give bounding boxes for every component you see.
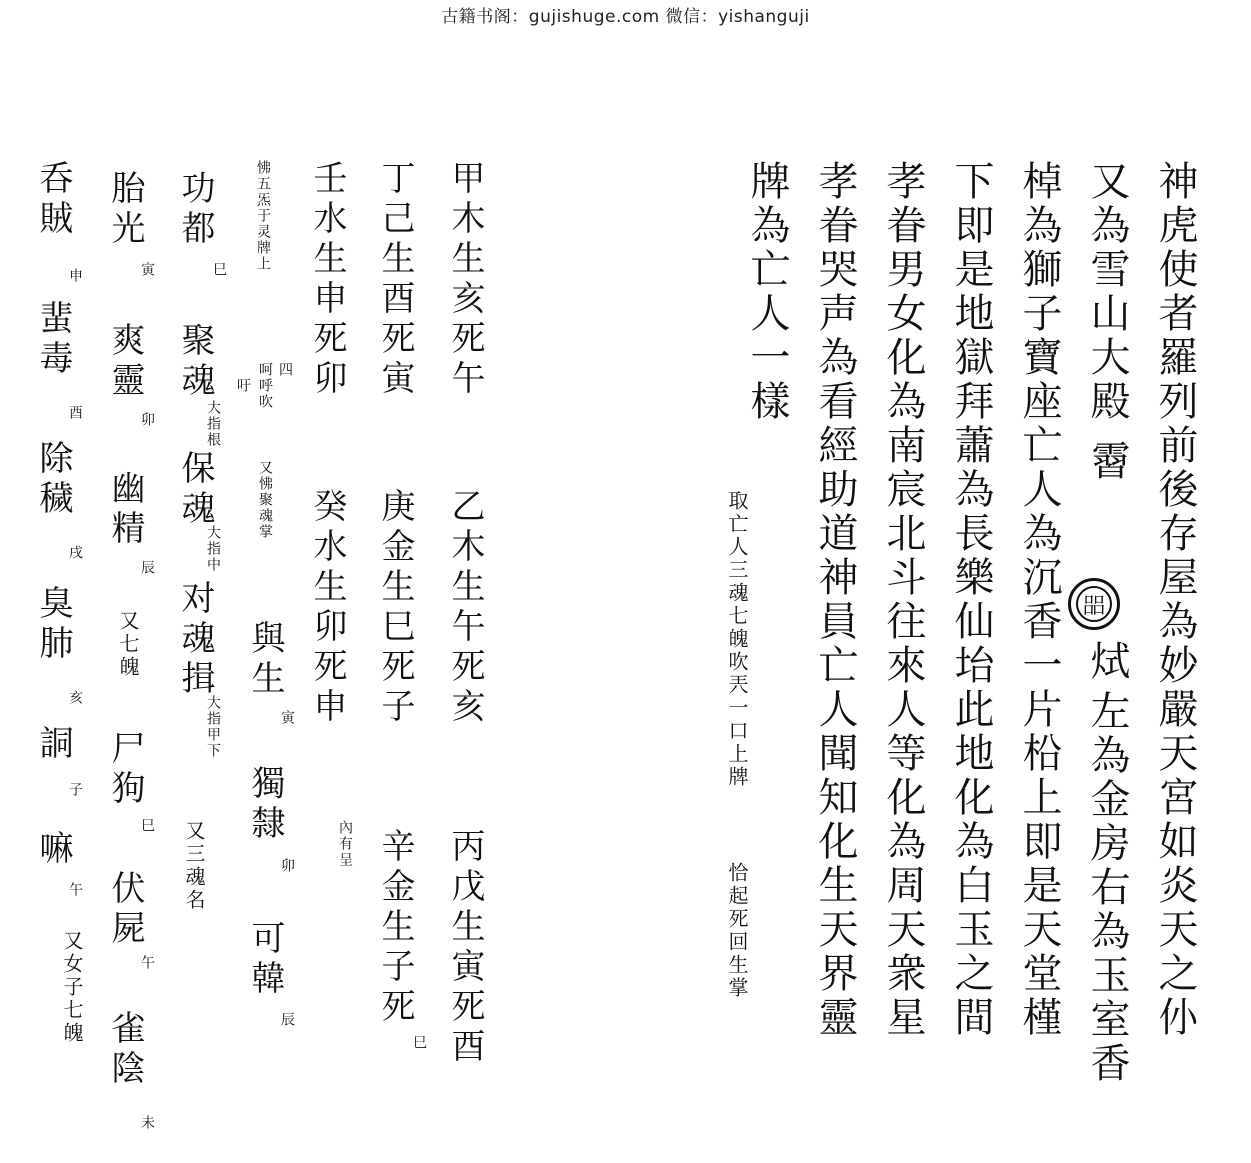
po-tunzei: 呑賊	[33, 160, 73, 240]
left-column-3b: 癸水生卯死申	[307, 488, 347, 728]
right-column-3: 棹為獅子寶座亡人為沉香一片柗上即是天堂槿	[1016, 160, 1062, 1040]
after-seal-char: 烒	[1084, 640, 1130, 684]
hun-taiguang-branch: 寅	[139, 262, 155, 278]
po-choufei-branch: 亥	[67, 690, 83, 706]
po-feidu-branch: 酉	[67, 405, 83, 421]
right-note-lower-2: 恰起死回生掌	[725, 862, 749, 1000]
po-duli: 獨隸	[245, 765, 285, 845]
po-shigou-branch: 巳	[139, 818, 155, 834]
after-xin-note: 巳	[411, 1035, 427, 1051]
watermark-header: 古籍书阁：gujishuge.com 微信：yishanguji	[441, 7, 810, 27]
left-column-2: 丁己生酉死寅	[375, 160, 415, 400]
po-queyin: 雀陰	[105, 1010, 145, 1090]
right-column-2b: 左為金房右為玉室香	[1084, 690, 1130, 1086]
right-column-2a: 又為雪山大殿	[1084, 160, 1130, 424]
po-chuhui: 除穢	[33, 440, 73, 520]
note-hu-small: 吁	[235, 378, 251, 394]
po-ma: 嘛	[33, 830, 73, 870]
hun-youjing-branch: 辰	[139, 560, 155, 576]
po-tong-branch: 子	[67, 782, 83, 798]
right-column-7: 牌為亡人一樣	[744, 160, 790, 424]
hun-youjing: 幽精	[105, 470, 145, 550]
note-women-seven-po: 又女子七魄	[60, 930, 84, 1045]
po-ma-branch: 午	[67, 882, 83, 898]
po-feidu: 蜚毒	[33, 300, 73, 380]
right-note-lower: 取亡人三魂七魄吹兲一口上牌	[725, 490, 749, 789]
hun-shuangling-branch: 卯	[139, 412, 155, 428]
left-column-1b: 乙木生午死亥	[445, 488, 485, 728]
po-shigou: 尸狗	[105, 730, 145, 810]
right-column-6: 孝眷哭声為看經助道神員亡人聞知化生天界靈	[812, 160, 858, 1040]
left-column-1c: 丙戊生寅死酉	[445, 828, 485, 1068]
seal-stamp	[1068, 578, 1120, 630]
po-kehan-branch: 辰	[279, 1012, 295, 1028]
hun-shuangling: 爽靈	[105, 322, 145, 402]
hun-seven-po-note: 又七魄	[116, 610, 140, 679]
right-column-4: 下即是地獄拜蕭為長樂仙坮此地化為白玉之間	[948, 160, 994, 1040]
hun-taiguang: 胎光	[105, 170, 145, 250]
left-column-2c: 辛金生子死	[375, 828, 415, 1028]
po-fushi-branch: 午	[139, 955, 155, 971]
left-column-1: 甲木生亥死午	[445, 160, 485, 400]
snow-char: 霫	[1084, 440, 1130, 484]
po-duli-branch: 卯	[279, 858, 295, 874]
right-page	[625, 0, 1251, 1163]
po-chuhui-branch: 戌	[67, 545, 83, 561]
po-tong: 詷	[33, 725, 73, 765]
po-kehan: 可韓	[245, 920, 285, 1000]
hun-juhun-note: 大指根	[205, 400, 221, 448]
seal-glyph: 㗊	[1082, 593, 1105, 619]
seal-inner-ring	[1076, 586, 1112, 622]
hun-baohun: 保魂	[175, 450, 215, 530]
left-page	[0, 0, 600, 1163]
note-fu-gather: 又怫聚魂掌	[257, 460, 273, 540]
po-choufei: 臭肺	[33, 585, 73, 665]
hun-baohun-note: 大指中	[205, 525, 221, 573]
hun-juhun: 聚魂	[175, 322, 215, 402]
note-fu-five: 怫五炁于灵牌上	[255, 160, 271, 272]
hun-gongdu: 功都	[175, 170, 215, 250]
po-yusheng-branch: 寅	[279, 710, 295, 726]
po-queyin-branch: 未	[139, 1115, 155, 1131]
hun-duihun: 对魂揖	[175, 580, 215, 700]
po-tunzei-branch: 申	[67, 268, 83, 284]
hun-duihun-note: 大指甲下	[205, 695, 221, 759]
left-column-2b: 庚金生巳死子	[375, 488, 415, 728]
hun-three-names: 又三魂名	[182, 820, 206, 912]
right-column-5: 孝眷男女化為南宸北斗往來人等化為周天衆星	[880, 160, 926, 1040]
inner-has-note: 內有呈	[337, 820, 353, 868]
note-he-hu: 呵呼吹	[257, 362, 273, 410]
note-si: 四	[277, 362, 293, 378]
hun-gongdu-branch: 巳	[211, 262, 227, 278]
po-fushi: 伏屍	[105, 870, 145, 950]
po-yusheng: 與生	[245, 620, 285, 700]
left-column-3: 壬水生申死卯	[307, 160, 347, 400]
right-column-1: 神虎使者羅列前後存屋為妙嚴天宮如炎天之仦	[1152, 160, 1198, 1040]
